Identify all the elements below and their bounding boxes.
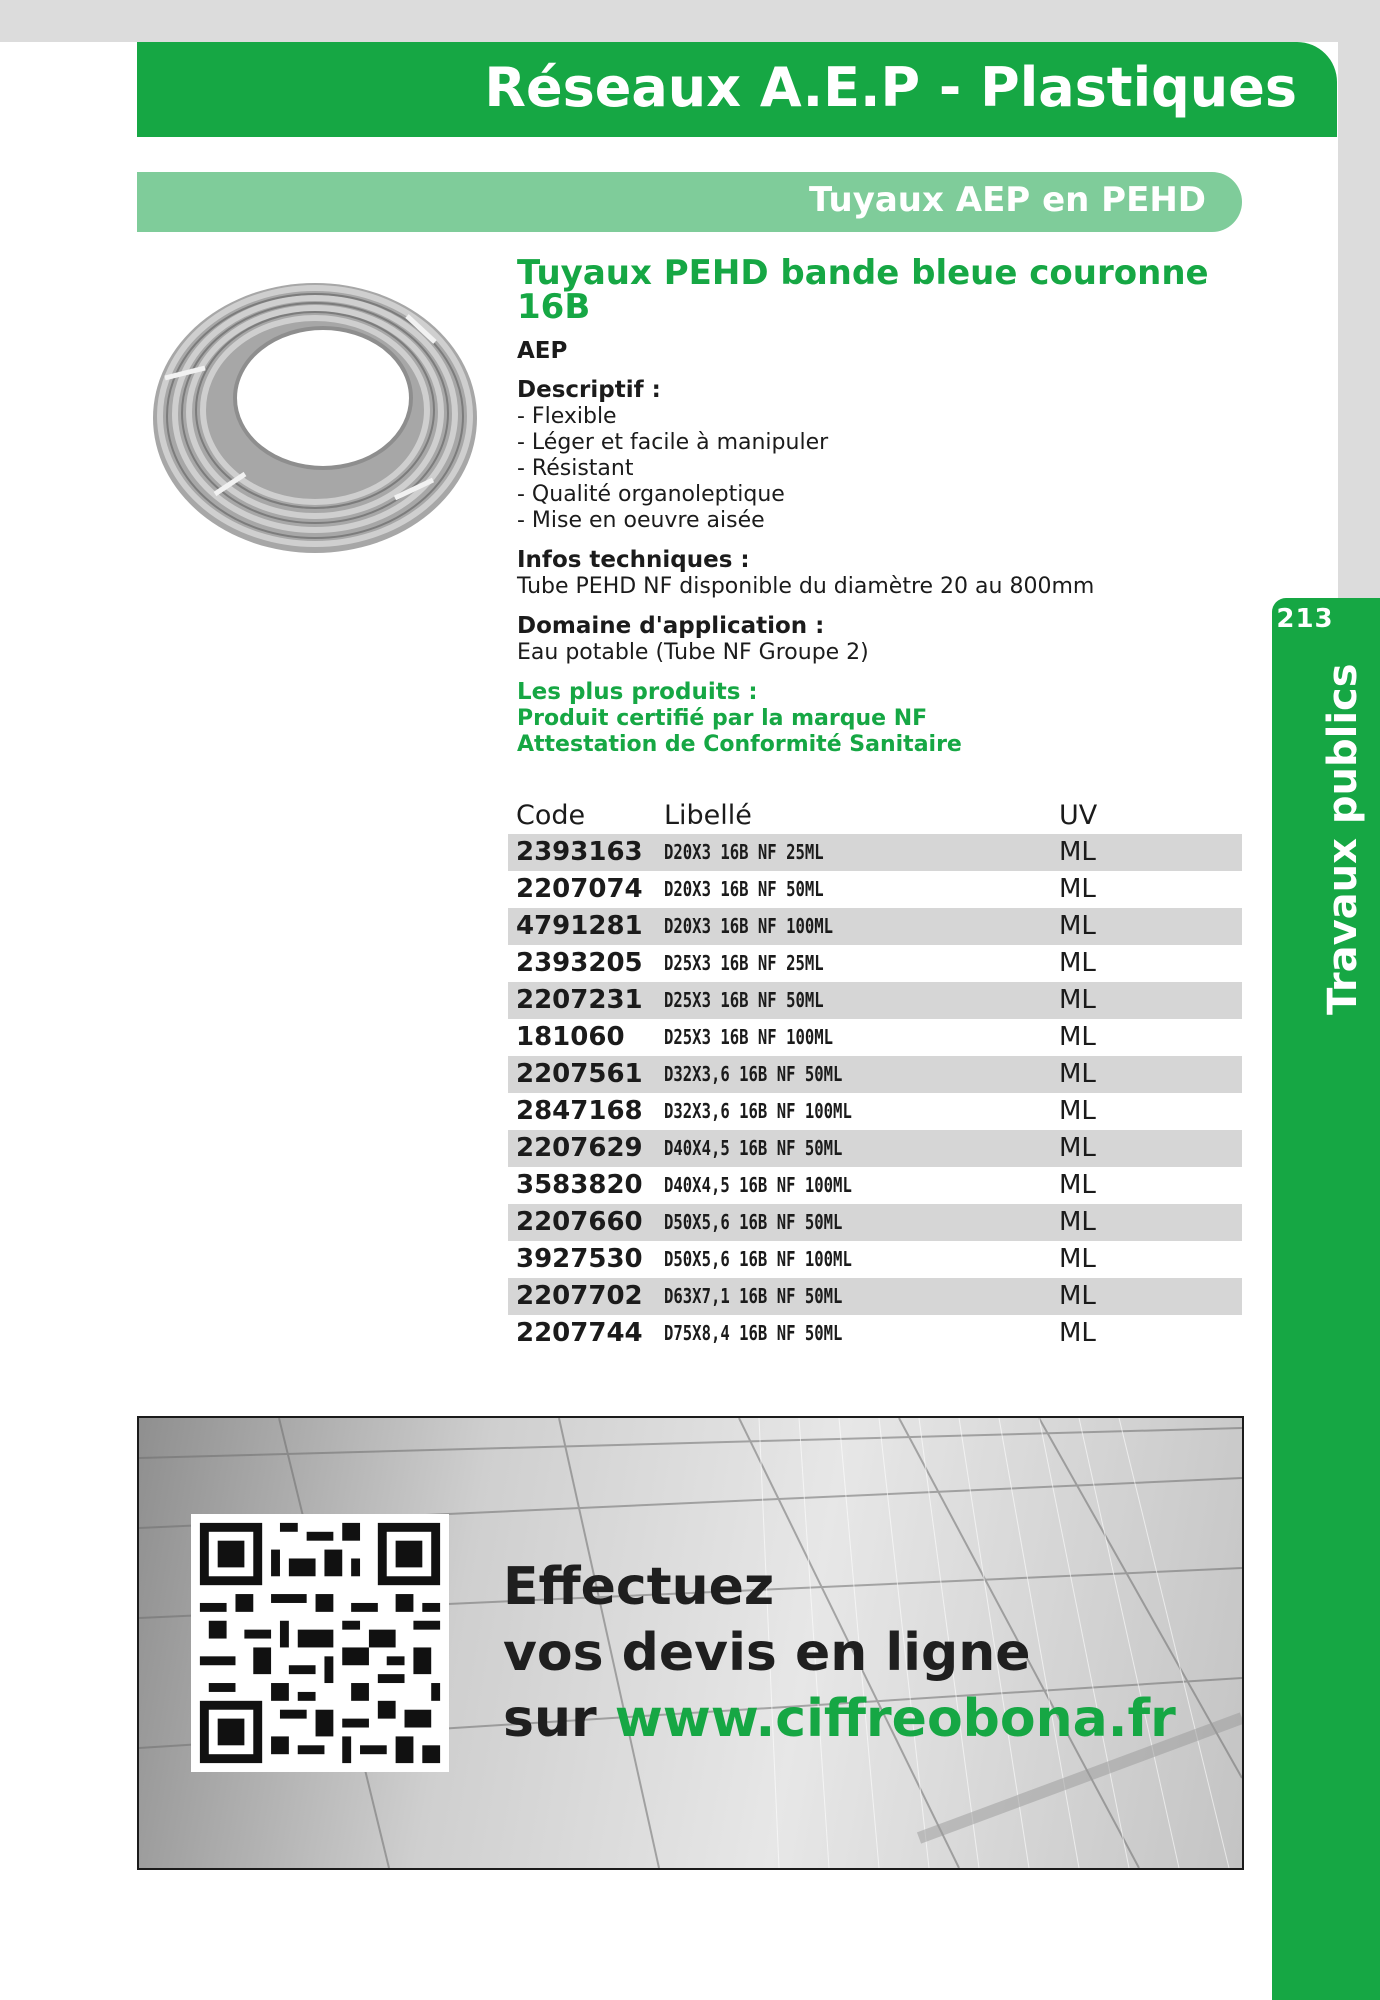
cell-uv: ML xyxy=(1059,1244,1096,1274)
plus-heading: Les plus produits : xyxy=(517,679,758,705)
descriptif-item: - Qualité organoleptique xyxy=(517,482,785,507)
main-header xyxy=(137,42,1337,137)
domaine-text: Eau potable (Tube NF Groupe 2) xyxy=(517,640,869,665)
cell-libelle: D25X3 16B NF 50ML xyxy=(664,988,824,1012)
cell-code: 181060 xyxy=(516,1022,625,1052)
category-title: Tuyaux AEP en PEHD xyxy=(809,180,1206,220)
header-code: Code xyxy=(516,800,586,831)
table-row xyxy=(508,908,1242,945)
cell-libelle: D40X4,5 16B NF 50ML xyxy=(664,1136,843,1160)
product-table xyxy=(508,798,1242,1352)
cell-code: 2207660 xyxy=(516,1207,643,1237)
cell-uv: ML xyxy=(1059,1059,1096,1089)
cell-libelle: D50X5,6 16B NF 100ML xyxy=(664,1247,852,1271)
cell-libelle: D20X3 16B NF 100ML xyxy=(664,914,834,938)
banner-message xyxy=(503,1554,1176,1752)
table-row xyxy=(508,1093,1242,1130)
descriptif-item: - Mise en oeuvre aisée xyxy=(517,508,765,533)
cell-libelle: D32X3,6 16B NF 100ML xyxy=(664,1099,852,1123)
quote-banner[interactable] xyxy=(137,1416,1244,1870)
cell-code: 2207074 xyxy=(516,874,643,904)
table-header xyxy=(508,798,1242,834)
cell-uv: ML xyxy=(1059,1170,1096,1200)
cell-code: 2207561 xyxy=(516,1059,643,1089)
cell-code: 2207702 xyxy=(516,1281,643,1311)
banner-line-1: Effectuez xyxy=(503,1557,775,1617)
cell-code: 2393163 xyxy=(516,837,643,867)
banner-line-2: vos devis en ligne xyxy=(503,1623,1031,1683)
infos-text: Tube PEHD NF disponible du diamètre 20 au 800mm xyxy=(517,574,1095,599)
cell-libelle: D50X5,6 16B NF 50ML xyxy=(664,1210,843,1234)
top-margin-strip xyxy=(0,0,1380,42)
cell-code: 2847168 xyxy=(516,1096,643,1126)
sub-header xyxy=(137,172,1242,232)
cell-libelle: D20X3 16B NF 25ML xyxy=(664,840,824,864)
pipe-coil-image xyxy=(145,258,485,563)
cell-uv: ML xyxy=(1059,1133,1096,1163)
cell-code: 3583820 xyxy=(516,1170,643,1200)
table-row xyxy=(508,945,1242,982)
cell-libelle: D25X3 16B NF 25ML xyxy=(664,951,824,975)
cell-uv: ML xyxy=(1059,1096,1096,1126)
domaine-heading: Domaine d'application : xyxy=(517,613,825,639)
product-info xyxy=(517,253,1237,758)
cell-code: 2207629 xyxy=(516,1133,643,1163)
cell-code: 4791281 xyxy=(516,911,643,941)
table-row xyxy=(508,834,1242,871)
cell-libelle: D63X7,1 16B NF 50ML xyxy=(664,1284,843,1308)
website-link[interactable]: www.ciffreobona.fr xyxy=(614,1689,1176,1749)
plus-item: Produit certifié par la marque NF xyxy=(517,706,928,731)
page-title: Réseaux A.E.P - Plastiques xyxy=(484,56,1297,119)
page-number: 213 xyxy=(1276,604,1334,634)
table-row xyxy=(508,1315,1242,1352)
header-libelle: Libellé xyxy=(664,800,752,831)
cell-code: 2207231 xyxy=(516,985,643,1015)
plus-item: Attestation de Conformité Sanitaire xyxy=(517,732,962,757)
banner-line-3 xyxy=(503,1686,1176,1752)
cell-uv: ML xyxy=(1059,1281,1096,1311)
table-row xyxy=(508,1056,1242,1093)
cell-uv: ML xyxy=(1059,1318,1096,1348)
cell-libelle: D32X3,6 16B NF 50ML xyxy=(664,1062,843,1086)
table-row xyxy=(508,1019,1242,1056)
product-tag: AEP xyxy=(517,338,568,364)
descriptif-item: - Résistant xyxy=(517,456,634,481)
infos-heading: Infos techniques : xyxy=(517,547,750,573)
qr-code-icon[interactable] xyxy=(191,1514,449,1772)
table-row xyxy=(508,1167,1242,1204)
cell-libelle: D75X8,4 16B NF 50ML xyxy=(664,1321,843,1345)
cell-uv: ML xyxy=(1059,837,1096,867)
cell-uv: ML xyxy=(1059,1207,1096,1237)
table-row xyxy=(508,982,1242,1019)
cell-uv: ML xyxy=(1059,911,1096,941)
cell-code: 3927530 xyxy=(516,1244,643,1274)
header-uv: UV xyxy=(1059,800,1098,831)
side-section-label: Travaux publics xyxy=(1320,663,1366,1015)
descriptif-item: - Léger et facile à manipuler xyxy=(517,430,829,455)
cell-code: 2393205 xyxy=(516,948,643,978)
product-title: Tuyaux PEHD bande bleue couronne 16B xyxy=(517,253,1209,327)
cell-uv: ML xyxy=(1059,948,1096,978)
cell-uv: ML xyxy=(1059,874,1096,904)
table-row xyxy=(508,1204,1242,1241)
cell-libelle: D20X3 16B NF 50ML xyxy=(664,877,824,901)
table-row xyxy=(508,871,1242,908)
cell-uv: ML xyxy=(1059,1022,1096,1052)
banner-line-3-prefix: sur xyxy=(503,1689,615,1749)
descriptif-heading: Descriptif : xyxy=(517,377,661,403)
table-row xyxy=(508,1130,1242,1167)
cell-code: 2207744 xyxy=(516,1318,643,1348)
table-row xyxy=(508,1278,1242,1315)
descriptif-item: - Flexible xyxy=(517,404,617,429)
cell-libelle: D25X3 16B NF 100ML xyxy=(664,1025,834,1049)
cell-libelle: D40X4,5 16B NF 100ML xyxy=(664,1173,852,1197)
cell-uv: ML xyxy=(1059,985,1096,1015)
table-row xyxy=(508,1241,1242,1278)
